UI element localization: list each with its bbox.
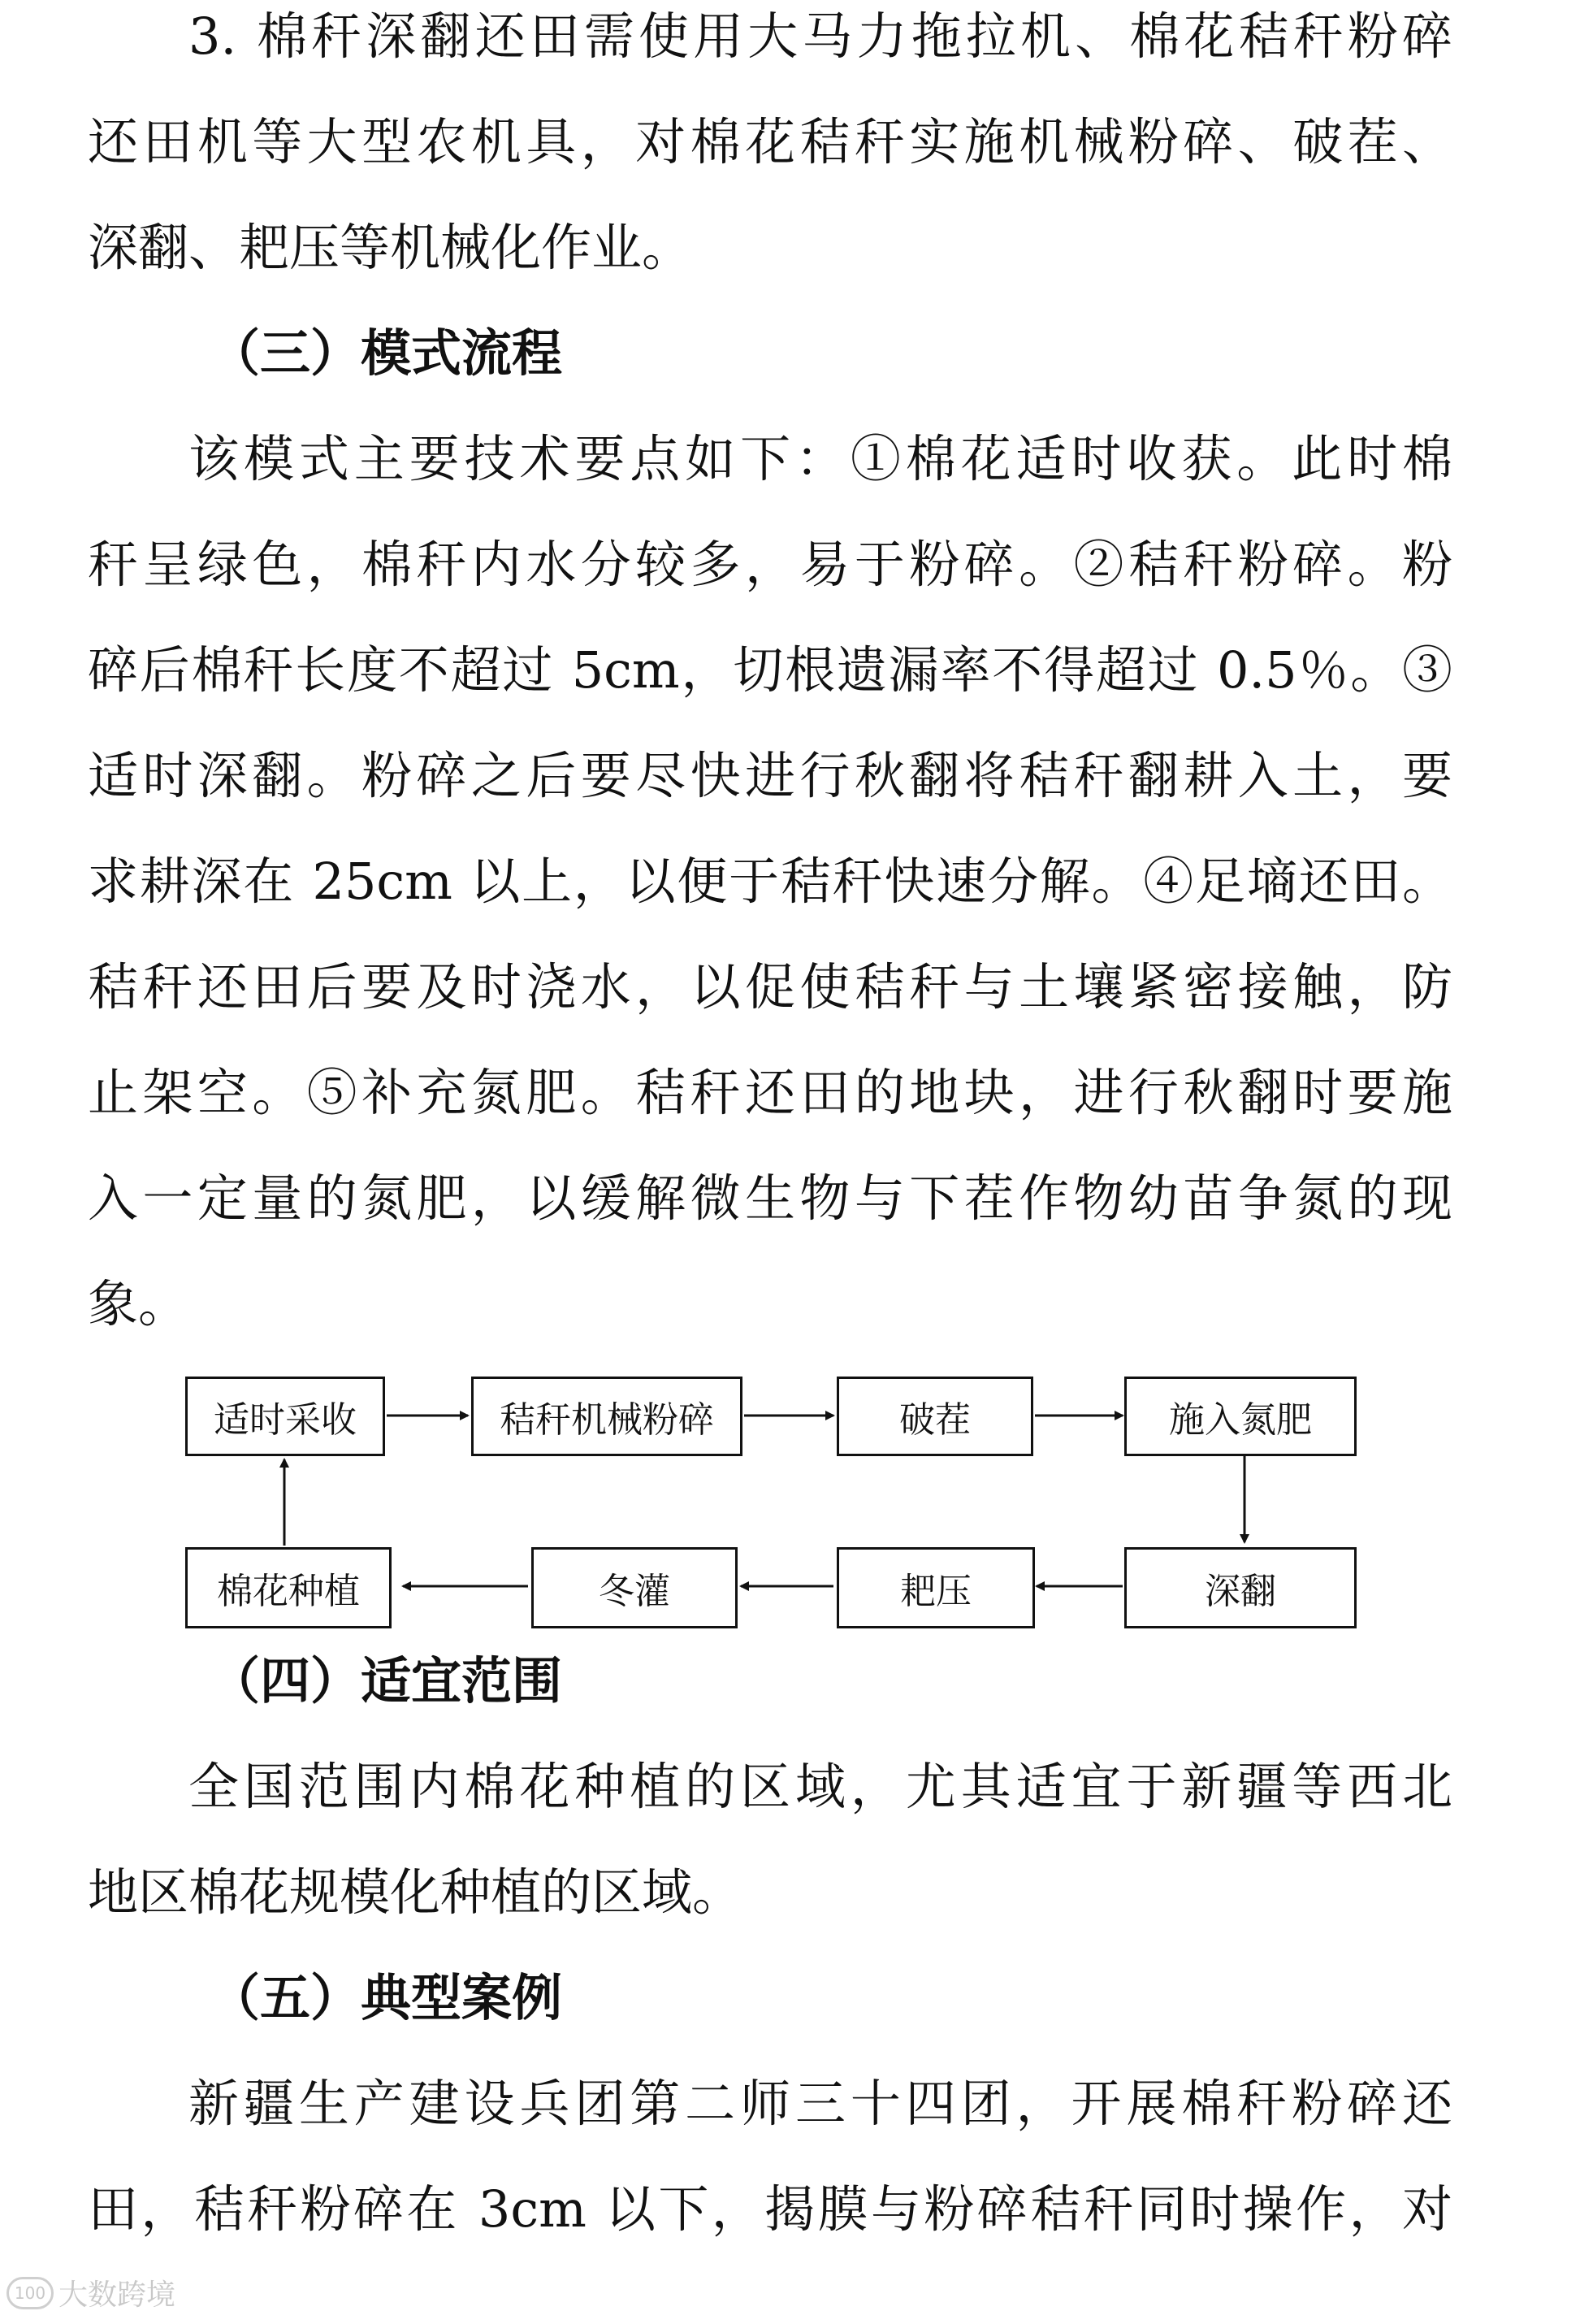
watermark-logo-icon: 100	[6, 2277, 54, 2309]
paragraph-line: 田，秸秆粉碎在 3cm 以下，揭膜与粉碎秸秆同时操作，对	[88, 2179, 1452, 2239]
paragraph-line: 该模式主要技术要点如下：①棉花适时收获。此时棉	[188, 429, 1452, 488]
paragraph-line: 入一定量的氮肥，以缓解微生物与下茬作物幼苗争氮的现	[88, 1169, 1452, 1228]
flow-box-harvest: 适时采收	[185, 1377, 385, 1456]
flow-box-nitrogen-fertilizer: 施入氮肥	[1124, 1377, 1357, 1456]
flow-box-cotton-planting: 棉花种植	[185, 1547, 392, 1628]
flow-box-mechanical-crushing: 秸秆机械粉碎	[471, 1377, 742, 1456]
watermark	[6, 2272, 175, 2313]
paragraph-line: 3. 棉秆深翻还田需使用大马力拖拉机、棉花秸秆粉碎	[188, 7, 1452, 66]
section-heading: （三）模式流程	[210, 323, 563, 383]
paragraph-line: 秆呈绿色，棉秆内水分较多，易于粉碎。②秸秆粉碎。粉	[88, 535, 1452, 594]
paragraph-line: 还田机等大型农机具，对棉花秸秆实施机械粉碎、破茬、	[88, 112, 1452, 171]
paragraph-line: 求耕深在 25cm 以上，以便于秸秆快速分解。④足墒还田。	[88, 852, 1452, 911]
paragraph-line: 全国范围内棉花种植的区域，尤其适宜于新疆等西北	[188, 1757, 1452, 1816]
flow-box-winter-irrigation: 冬灌	[531, 1547, 738, 1628]
paragraph-line: 止架空。⑤补充氮肥。秸秆还田的地块，进行秋翻时要施	[88, 1063, 1452, 1122]
paragraph-line: 地区棉花规模化种植的区域。	[88, 1862, 743, 1922]
paragraph-line: 碎后棉秆长度不超过 5cm，切根遗漏率不得超过 0.5％。③	[88, 640, 1452, 700]
flow-box-deep-plowing: 深翻	[1124, 1547, 1357, 1628]
paragraph-line: 深翻、耙压等机械化作业。	[88, 218, 693, 277]
flow-box-harrowing: 耙压	[837, 1547, 1035, 1628]
paragraph-line: 秸秆还田后要及时浇水，以促使秸秆与土壤紧密接触，防	[88, 957, 1452, 1017]
section-heading: （四）适宜范围	[210, 1651, 563, 1710]
paragraph-line: 新疆生产建设兵团第二师三十四团，开展棉秆粉碎还	[188, 2074, 1452, 2133]
paragraph-line: 象。	[88, 1274, 189, 1333]
section-heading: （五）典型案例	[210, 1968, 563, 2027]
watermark-text: 大数跨境	[58, 2278, 176, 2312]
paragraph-line: 适时深翻。粉碎之后要尽快进行秋翻将秸秆翻耕入土，要	[88, 746, 1452, 805]
flow-box-stubble-breaking: 破茬	[837, 1377, 1033, 1456]
